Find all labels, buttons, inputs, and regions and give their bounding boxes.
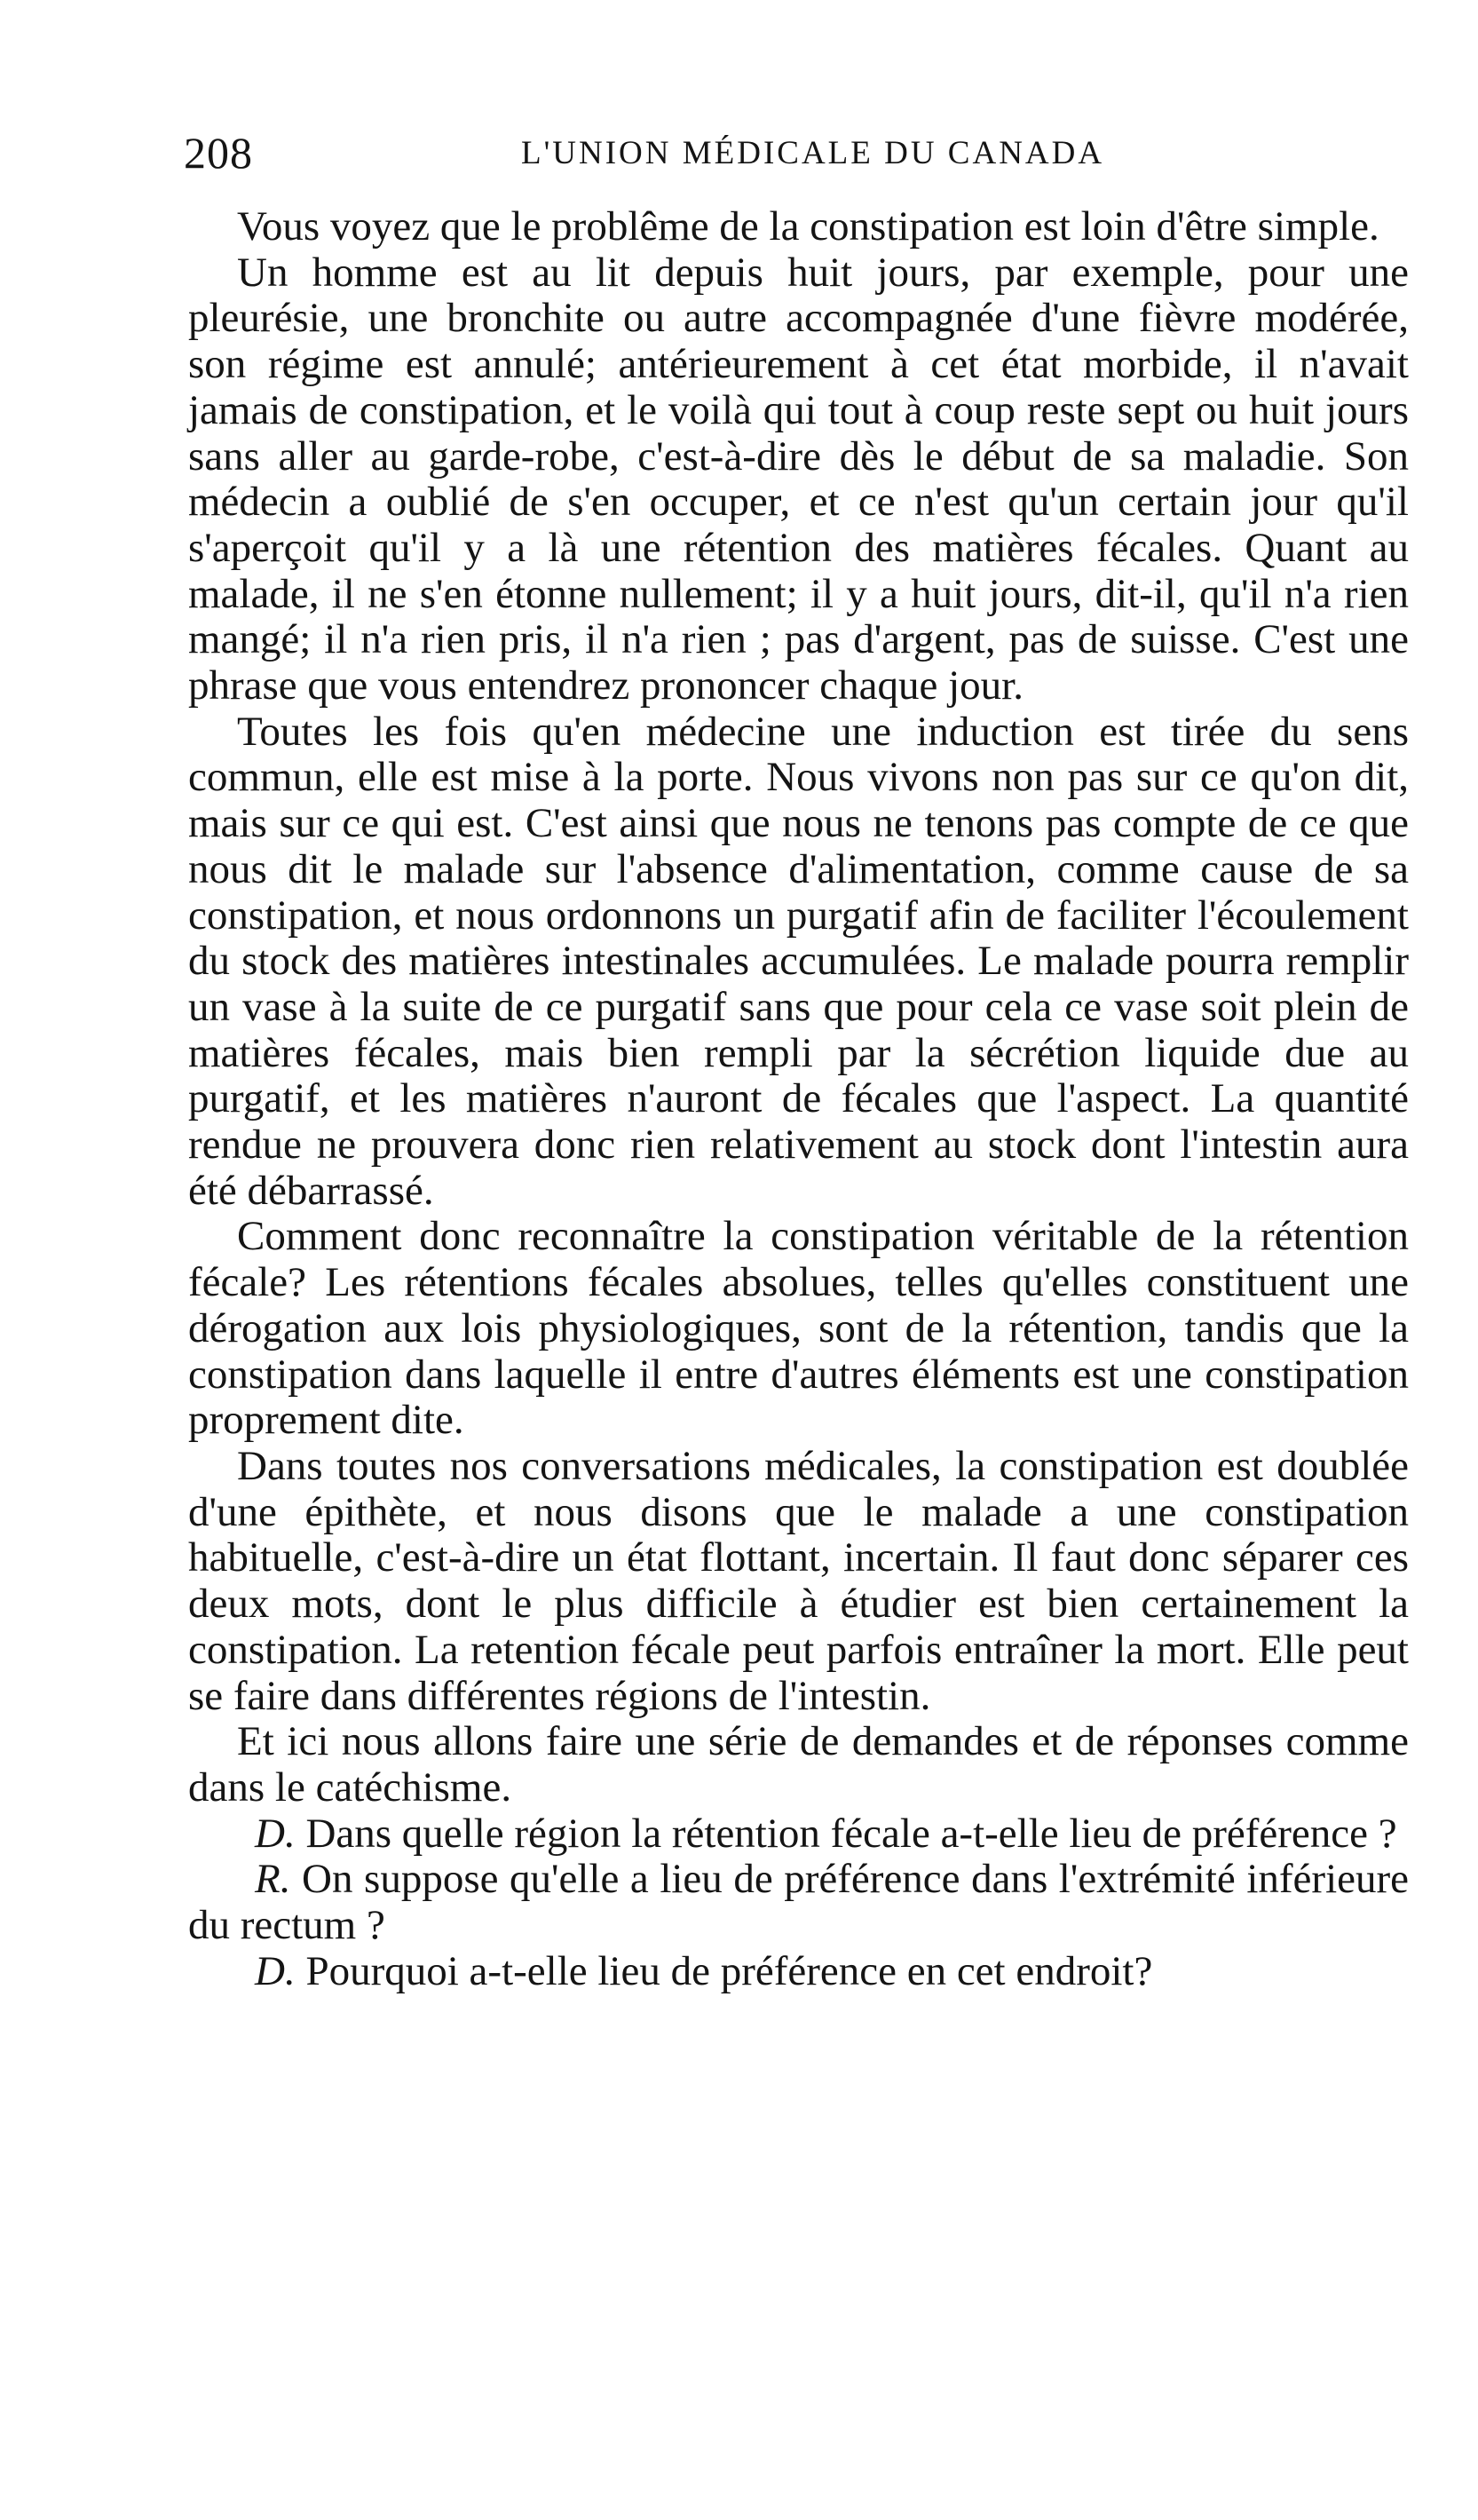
- dialogue-question: [188, 1811, 1409, 1858]
- paragraph: Vous voyez que le problême de la constipation est loin d'être simple.: [237, 203, 1379, 250]
- body-text: [188, 204, 1409, 1994]
- paragraph: Dans toutes nos conversations médicales, la constipation est doublée d'une épithète, et nous disons que le malade a une constipation habituelle, c'est-à-dire un état flottant, incertain. Il faut donc séparer ces deux mots, dont le plus difficile à étudier est bien certainement la constipation. La retention fécale peut parfois entraîner la mort. Elle peut se faire dans différentes régions de l'intestin.: [188, 1442, 1409, 1719]
- dialogue-mark: D.: [255, 1947, 296, 1994]
- dialogue-mark: R.: [255, 1856, 291, 1903]
- page-number: 208: [184, 128, 253, 178]
- dialogue-text: On suppose qu'elle a lieu de préférence dans l'extrémité inférieure du rectum ?: [188, 1856, 1409, 1949]
- page-header: [184, 126, 1418, 179]
- dialogue-question: [188, 1949, 1409, 1995]
- running-title: L'UNION MÉDICALE DU CANADA: [521, 135, 1105, 171]
- dialogue-text: Pourquoi a-t-elle lieu de préférence en cet endroit?: [305, 1947, 1153, 1994]
- dialogue-text: Dans quelle région la rétention fécale a-t-elle lieu de préférence ?: [305, 1810, 1397, 1857]
- dialogue-mark: D.: [255, 1810, 296, 1857]
- paragraph: Et ici nous allons faire une série de demandes et de réponses comme dans le catéchisme.: [188, 1718, 1409, 1811]
- paragraph: Toutes les fois qu'en médecine une induction est tirée du sens commun, elle est mise à la porte. Nous vivons non pas sur ce qu'on dit, mais sur ce qui est. C'est ainsi que nous ne tenons pas compte de ce que nous dit le malade sur l'absence d'alimentation, comme cause de sa constipation, et nous ordonnons un purgatif afin de faciliter l'écoulement du stock des matières intestinales accumulées. Le malade pourra remplir un vase à la suite de ce purgatif sans que pour cela ce vase soit plein de matières fécales, mais bien rempli par la sécrétion liquide due au purgatif, et les matières n'auront de fécales que l'aspect. La quantité rendue ne prouvera donc rien relativement au stock dont l'intestin aura été débarrassé.: [188, 708, 1409, 1214]
- dialogue-answer: [188, 1857, 1409, 1948]
- paragraph: Comment donc reconnaître la constipation véritable de la rétention fécale? Les rétentions fécales absolues, telles qu'elles constituent une dérogation aux lois physiologiques, sont de la rétention, tandis que la constipation dans laquelle il entre d'autres éléments est une constipation proprement dite.: [188, 1213, 1409, 1444]
- paragraph: Un homme est au lit depuis huit jours, par exemple, pour une pleurésie, une bronchite ou autre accompagnée d'une fièvre modérée, son régime est annulé; antérieurement à cet état morbide, il n'avait jamais de constipation, et le voilà qui tout à coup reste sept ou huit jours sans aller au garde-robe, c'est-à-dire dès le début de sa maladie. Son médecin a oublié de s'en occuper, et ce n'est qu'un certain jour qu'il s'aperçoit qu'il y a là une rétention des matières fécales. Quant au malade, il ne s'en étonne nullement; il y a huit jours, dit-il, qu'il n'a rien mangé; il n'a rien pris, il n'a rien ; pas d'argent, pas de suisse. C'est une phrase que vous entendrez prononcer chaque jour.: [188, 249, 1409, 709]
